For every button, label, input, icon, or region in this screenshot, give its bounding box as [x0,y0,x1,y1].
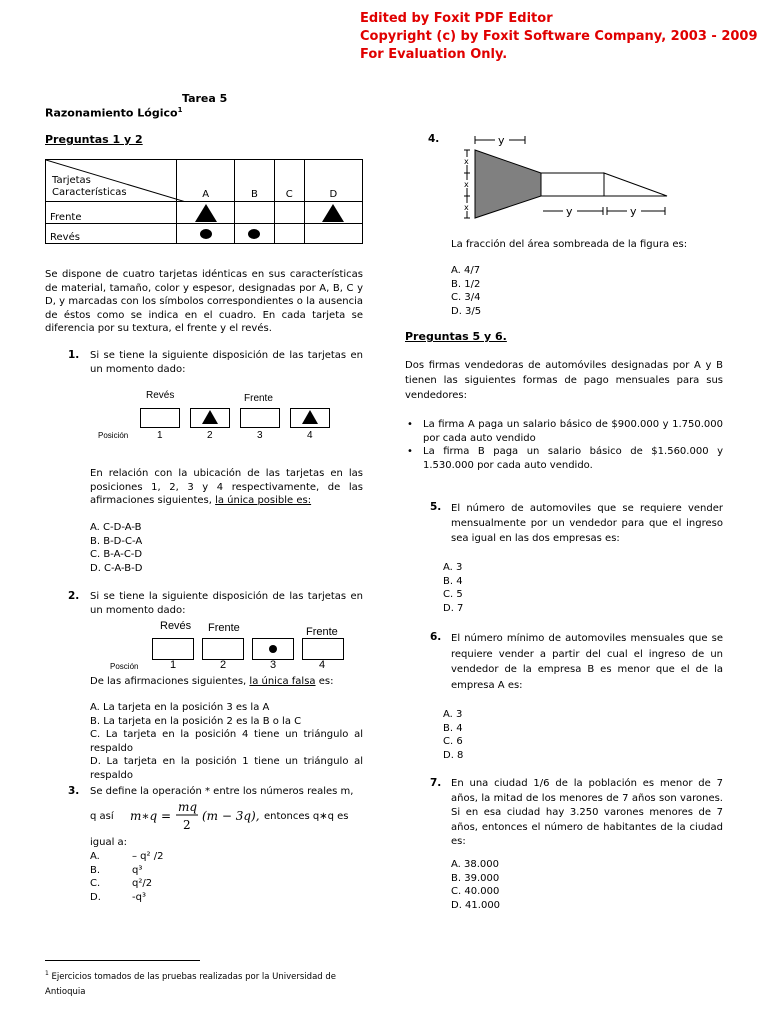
q4-label-y-mid: y [566,205,573,218]
corner-label-tarjetas: Tarjetas [52,175,91,186]
dot-icon [269,645,277,653]
circle-icon [200,229,212,239]
q2-fig-posicion: Posción [110,662,139,671]
q1-pos-4: 4 [307,430,313,441]
q3-text-c: entonces q∗q es [264,811,349,822]
q4-figure [455,130,685,224]
q1-fig-reves: Revés [146,390,175,401]
circle-icon [248,229,260,239]
q3-text-a: Se define la operación * entre los números reales m, [90,786,354,797]
task-title: Tarea 5 [182,92,228,105]
q2-card-2 [202,638,244,660]
q2-pos-3: 3 [270,659,277,671]
q6-option-a[interactable]: A. 3 [443,709,463,720]
q1-statement [90,467,363,508]
q7-option-b[interactable]: B. 39.000 [451,872,500,884]
q3-options [90,850,163,904]
q5-text: El número de automoviles que se requiere vender mensualmente por un vendedor para que el ingreso sea igual en las dos empresas es: [451,503,723,544]
q2-fig-reves: Revés [160,620,192,632]
q2-card-1 [152,638,194,660]
q7-option-d[interactable]: D. 41.000 [451,899,501,911]
q4-figure-graphic [455,130,685,224]
q4-option-c[interactable]: C. 3/4 [451,292,481,303]
q6-option-b[interactable]: B. 4 [443,722,463,734]
q3-text-b: q así [90,811,114,822]
q6-number: 6. [430,631,442,643]
q3-option-a[interactable]: A. – q² /2 [90,851,164,862]
q3-option-c[interactable]: C. q²/2 [90,878,153,889]
q6-option-c[interactable]: C. 6 [443,736,463,747]
cell-b-back [235,224,274,244]
q1-card-2 [190,408,230,428]
q4-label-y-top: y [498,134,505,147]
q1-option-b[interactable]: B. B-D-C-A [90,535,143,547]
q7-text: En una ciudad 1/6 de la población es menor de 7 años, la mitad de los menores de 7 años son varones. Si en esa ciudad hay 3.250 varones menores de 7 años, entonces el número de habitantes de la ciudad es: [451,778,723,847]
footnote-mark: 1 [45,970,49,977]
q5-option-a[interactable]: A. 3 [443,562,463,573]
svg-text:mq: mq [178,800,198,814]
q4-option-d[interactable]: D. 3/5 [451,305,482,317]
col-header-d: D [304,160,362,202]
bullet-firma-a: • La firma A paga un salario básico de $900.000 y 1.750.000 por cada auto vendido [405,418,723,445]
table-corner-cell [46,160,177,202]
q1-text: Si se tiene la siguiente disposición de las tarjetas en un momento dado: [90,350,363,375]
q1-figure [90,388,370,446]
row-label-reves: Revés [46,224,177,244]
section-heading-1-2: Preguntas 1 y 2 [45,133,143,146]
watermark-line-2: Copyright (c) by Foxit Software Company, 2003 - 2009 [360,29,758,44]
svg-text:m∗q =: m∗q = [130,809,172,823]
q2-statement [90,675,363,689]
q3-text-d: igual a: [90,837,128,848]
q5-number: 5. [430,501,442,513]
col-header-a: A [177,160,235,202]
section2-intro: Dos firmas vendedoras de automóviles designadas por A y B tienen las siguientes formas de pago mensuales para sus vendedores: [405,360,723,401]
footnote-text: Ejercicios tomados de las pruebas realizadas por la Universidad de Antioquia [45,971,336,997]
triangle-icon [322,204,344,222]
q1-card-3 [240,408,280,428]
q3-option-d[interactable]: D. -q³ [90,891,146,903]
q3-formula-graphic [130,799,260,833]
q2-figure [90,618,370,674]
q2-text: Si se tiene la siguiente disposición de las tarjetas en un momento dado: [90,591,363,616]
section1-intro: Se dispone de cuatro tarjetas idénticas en sus características de material, tamaño, color y espesor, designadas por A, B, C y D, y marcadas con los símbolos correspondientes o la ausencia de éstos como se indica en el cuadro. En cada tarjeta se diferencia por su textura, el frente y el revés. [45,269,363,335]
q1-pos-3: 3 [257,430,263,441]
cell-a-front [177,202,235,224]
q7-option-a[interactable]: A. 38.000 [451,859,500,870]
q6-options [443,708,463,762]
svg-text:(m − 3q),: (m − 3q), [202,809,260,823]
section-heading-5-6: Preguntas 5 y 6. [405,330,507,343]
col-header-b: B [235,160,274,202]
triangle-icon [202,410,218,424]
q1-fig-frente: Frente [244,393,273,404]
q1-statement-underlined: la única posible es: [215,495,312,507]
q2-statement-end: es: [315,676,334,687]
q2-fig-frente-2: Frente [306,626,338,638]
triangle-icon [195,204,217,222]
row-label-frente: Frente [46,202,177,224]
q6-option-d[interactable]: D. 8 [443,749,464,761]
q2-option-a[interactable]: A. La tarjeta en la posición 3 es la A [90,702,270,713]
q2-options [90,701,363,782]
q2-option-b[interactable]: B. La tarjeta en la posición 2 es la B o la C [90,715,302,727]
footnote-rule [45,960,200,961]
q7-options [451,858,500,912]
cell-c-back [274,224,304,244]
q7-number: 7. [430,777,442,789]
q2-option-d[interactable]: D. La tarjeta en la posición 1 tiene un triángulo al respaldo [90,756,363,781]
svg-text:x: x [464,157,469,166]
q4-number: 4. [428,133,440,145]
cell-d-back [304,224,362,244]
q2-pos-2: 2 [220,659,227,671]
q1-pos-2: 2 [207,430,213,441]
q1-card-4 [290,408,330,428]
svg-text:2: 2 [183,818,191,832]
q2-pos-4: 4 [319,659,326,671]
q2-card-4 [302,638,344,660]
q1-option-c[interactable]: C. B-A-C-D [90,549,143,560]
q6-text: El número mínimo de automoviles mensuales que se requiere vender a partir del cual el ingreso de un vendedor de la empresa B es menor que el de la empresa A es: [451,633,723,691]
q2-pos-1: 1 [170,659,177,671]
svg-text:x: x [464,203,469,212]
bullet-firma-b: • La firma B paga un salario básico de $1.560.000 y 1.530.000 por cada auto vendido. [405,445,723,472]
cell-a-back [177,224,235,244]
q5-option-b[interactable]: B. 4 [443,575,463,587]
page-title-text: Razonamiento Lógico [45,106,178,120]
triangle-icon [302,410,318,424]
footnote [45,966,363,1000]
cell-c-front [274,202,304,224]
q5-option-c[interactable]: C. 5 [443,589,463,600]
watermark-line-3: For Evaluation Only. [360,47,508,62]
q4-options [451,264,481,318]
q2-card-3 [252,638,294,660]
q1-pos-1: 1 [157,430,163,441]
q1-option-a[interactable]: A. C-D-A-B [90,522,142,533]
q1-card-1 [140,408,180,428]
q2-statement-text: De las afirmaciones siguientes, [90,676,250,687]
col-header-c: C [274,160,304,202]
cell-d-front [304,202,362,224]
q5-options [443,561,463,615]
q3-number: 3. [68,785,80,797]
q3-option-b[interactable]: B. q³ [90,864,143,876]
q7-option-c[interactable]: C. 40.000 [451,886,500,897]
q4-option-a[interactable]: A. 4/7 [451,265,481,276]
q2-fig-frente-1: Frente [208,622,240,634]
q1-options [90,521,142,575]
q5-option-d[interactable]: D. 7 [443,602,464,614]
page-title [45,106,182,120]
q1-number: 1. [68,349,80,361]
q2-statement-underlined: la única falsa [249,676,316,687]
q2-option-c[interactable]: C. La tarjeta en la posición 4 tiene un triángulo al respaldo [90,729,363,754]
corner-label-caracteristicas: Características [52,187,127,198]
q4-option-b[interactable]: B. 1/2 [451,278,481,290]
q1-statement-text: En relación con la ubicación de las tarjetas en las posiciones 1, 2, 3 y 4 respectivamente, de las afirmaciones siguientes, [90,468,363,507]
q3-formula [130,799,260,833]
section2-bullets [405,418,723,472]
q4-label-y-right: y [630,205,637,218]
watermark [360,10,758,64]
watermark-line-1: Edited by Foxit PDF Editor [360,11,553,26]
q4-text: La fracción del área sombreada de la figura es: [451,239,688,250]
q1-option-d[interactable]: D. C-A-B-D [90,562,143,574]
q1-fig-posicion: Posición [98,431,129,440]
cards-table [45,159,363,244]
q2-number: 2. [68,590,80,602]
svg-text:x: x [464,180,469,189]
footnote-ref: 1 [177,106,183,114]
cell-b-front [235,202,274,224]
